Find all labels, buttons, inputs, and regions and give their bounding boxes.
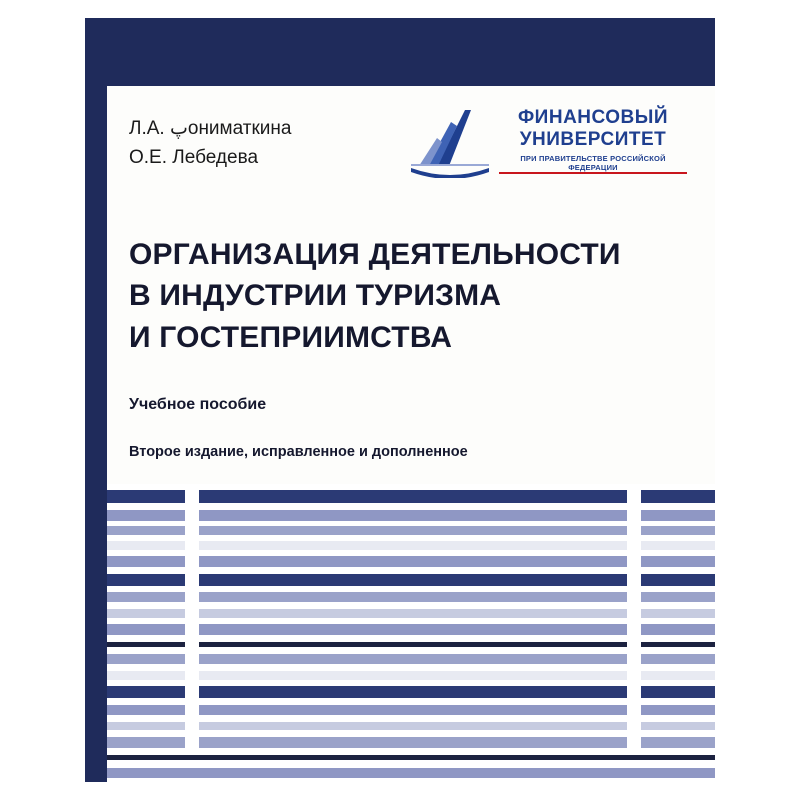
- decorative-stripe-band: [107, 484, 715, 752]
- cover-content: [107, 86, 715, 752]
- book-title-line-2: В ИНДУСТРИИ ТУРИЗМА: [129, 279, 502, 313]
- stripe-36: [107, 778, 715, 782]
- author-2: О.Е. Лебедева: [129, 147, 259, 169]
- logo-line-3: ПРИ ПРАВИТЕЛЬСТВЕ РОССИЙСКОЙ ФЕДЕРАЦИИ: [520, 153, 666, 172]
- author-1: Л.А. پониматкина: [129, 118, 292, 139]
- stripe-notch-right: [627, 484, 641, 752]
- book-title-line-1: ОРГАНИЗАЦИЯ ДЕЯТЕЛЬНОСТИ: [129, 238, 621, 271]
- university-logo-text: [499, 108, 687, 172]
- cover-spine-strip: [85, 18, 107, 782]
- logo-line-1: ФИНАНСОВЫЙ: [517, 107, 669, 128]
- book-subtitle: Учебное пособие: [129, 396, 267, 413]
- logo-red-rule: [499, 172, 687, 174]
- book-edition-note: Второе издание, исправленное и дополненное: [129, 444, 468, 460]
- stripe-34: [107, 760, 715, 768]
- logo-line-2: УНИВЕРСИТЕТ: [519, 128, 667, 150]
- stripe-notch-left: [185, 484, 199, 752]
- book-title-line-3: И ГОСТЕПРИИМСТВА: [129, 320, 453, 354]
- university-logo: [407, 106, 687, 188]
- financial-university-sail-logo-icon: [407, 108, 493, 178]
- author-list: [129, 114, 291, 173]
- cover-top-band: [85, 18, 715, 86]
- book-cover: [85, 18, 715, 782]
- book-title: [129, 234, 689, 358]
- stripe-35: [107, 768, 715, 778]
